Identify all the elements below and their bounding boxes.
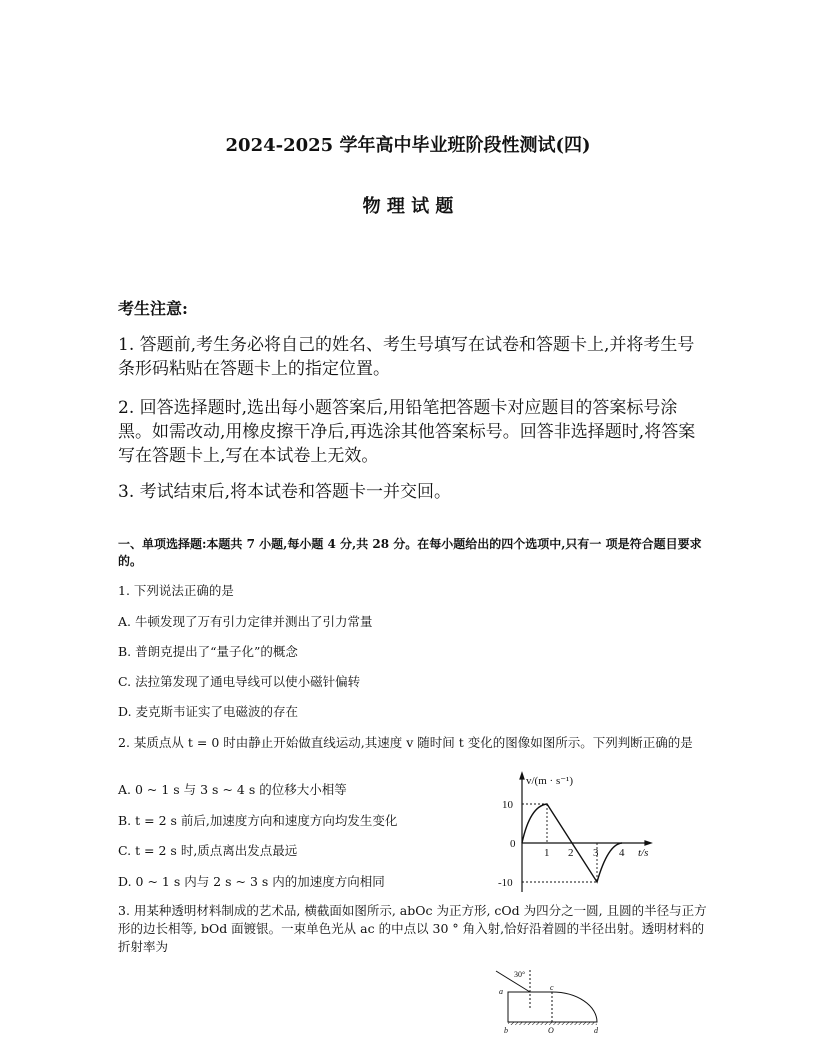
option: B. t = 2 s 前后,加速度方向和速度方向均发生变化	[118, 813, 398, 828]
option: B. 普朗克提出了“量子化”的概念	[118, 644, 298, 659]
y-axis-arrow	[520, 773, 524, 779]
subject-title: 物 理 试 题	[362, 196, 454, 217]
notice-item: 2. 回答选择题时,选出每小题答案后,用铅笔把答题卡对应题目的答案标号涂黑。如需改动,用橡皮擦干净后,再选涂其他答案标号。回答非选择题时,将答案写在答题卡上,写在本试卷上无效。	[118, 398, 696, 466]
x-tick-label: 2	[568, 847, 574, 859]
option: C. t = 2 s 时,质点离出发点最远	[118, 843, 298, 858]
velocity-time-graph	[490, 770, 660, 895]
option: D. 麦克斯韦证实了电磁波的存在	[118, 704, 299, 719]
notice-heading: 考生注意:	[118, 299, 188, 318]
question-stem: 2. 某质点从 t = 0 时由静止开始做直线运动,其速度 v 随时间 t 变化的图像如图所示。下列判断正确的是	[118, 735, 693, 750]
point-label: a	[499, 987, 503, 996]
option: D. 0 ~ 1 s 内与 2 s ~ 3 s 内的加速度方向相同	[118, 874, 385, 889]
exam-title: 2024-2025 学年高中毕业班阶段性测试(四)	[225, 135, 591, 156]
point-label: d	[594, 1026, 598, 1035]
notice-item: 1. 答题前,考生务必将自己的姓名、考生号填写在试卷和答题卡上,并将考生号条形码粘贴在答题卡上的指定位置。	[118, 335, 695, 379]
x-tick-label: 3	[593, 847, 599, 859]
y-tick-label: -10	[498, 877, 513, 889]
cross-section-figure	[490, 965, 610, 1035]
question-stem: 1. 下列说法正确的是	[118, 583, 234, 598]
x-tick-label: 4	[619, 847, 625, 859]
point-label: c	[550, 983, 554, 992]
y-tick-label: 0	[510, 838, 516, 850]
y-tick-label: 10	[502, 799, 513, 811]
y-axis-label: v/(m · s⁻¹)	[526, 775, 573, 787]
x-axis-label: t/s	[638, 847, 649, 859]
option: A. 0 ~ 1 s 与 3 s ~ 4 s 的位移大小相等	[118, 782, 347, 797]
option: C. 法拉第发现了通电导线可以使小磁针偏转	[118, 674, 361, 689]
option: A. 牛顿发现了万有引力定律并测出了引力常量	[118, 614, 373, 629]
notice-item: 3. 考试结束后,将本试卷和答题卡一并交回。	[118, 482, 452, 502]
section-heading: 一、单项选择题:本题共 7 小题,每小题 4 分,共 28 分。在每小题给出的四个选项中,只有一 项是符合题目要求的。	[118, 537, 702, 568]
x-axis-arrow	[645, 841, 651, 845]
x-tick-label: 1	[544, 847, 550, 859]
point-label: b	[504, 1026, 508, 1035]
point-label: O	[548, 1026, 554, 1035]
question-stem: 3. 用某种透明材料制成的艺术品, 横截面如图所示, abOc 为正方形, cOd 为四分之一圆, 且圆的半径与正方形的边长相等, bOd 面镀银。一束单色光从 ac 的中点以 30 ° 角入射,恰好沿着圆的半径出射。透明材料的折射率为	[118, 903, 707, 954]
angle-label: 30°	[514, 970, 526, 979]
